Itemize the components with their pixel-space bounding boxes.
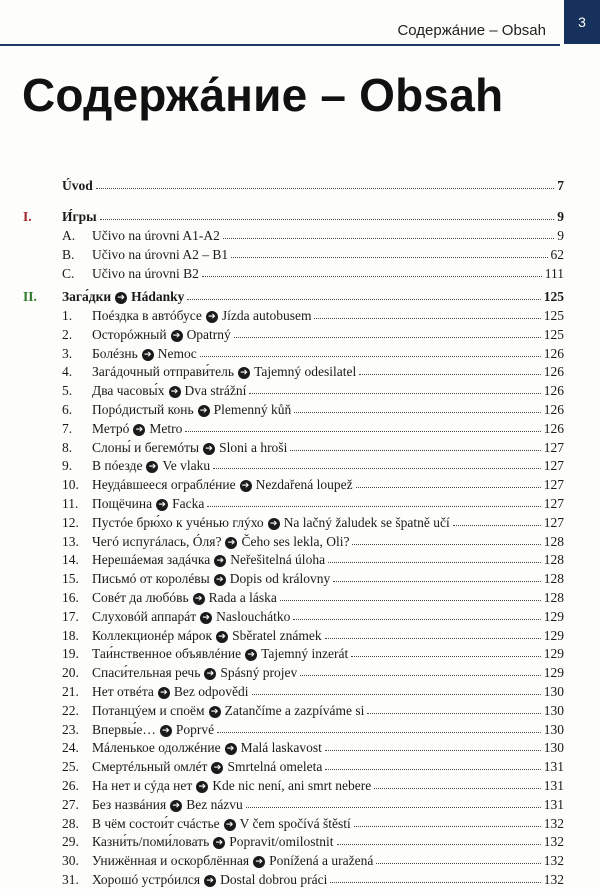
dot-leader (234, 325, 541, 338)
toc-item-number: 12. (62, 514, 79, 530)
toc-item[interactable] (0, 475, 600, 494)
dot-leader (100, 207, 555, 220)
toc-item-number: 7. (62, 420, 73, 436)
toc-item-number: 19. (62, 646, 79, 662)
dot-leader (252, 682, 541, 695)
toc-item-page: 129 (543, 627, 564, 643)
toc-entry-label: И́гры (62, 209, 97, 224)
toc-item[interactable] (0, 851, 600, 870)
toc-subentry-letter: B. (62, 247, 75, 262)
toc-item-page: 126 (543, 402, 564, 417)
toc-item-title-ru: Поéздка в автóбусе (92, 308, 202, 323)
toc-item-page: 132 (543, 872, 564, 887)
toc-item-page: 127 (543, 477, 564, 493)
toc-entry-line (92, 588, 564, 607)
toc-subentry[interactable] (0, 264, 600, 283)
toc-item[interactable] (0, 870, 600, 889)
toc-item[interactable] (0, 362, 600, 381)
toc-item-title-cz: Kde nic není, ani smrt nebere (212, 778, 372, 793)
page-title: Содержа́ние – Obsah (22, 69, 504, 121)
toc-item-title-cz: Spásný projev (220, 665, 298, 681)
toc-item[interactable] (0, 795, 600, 814)
toc-item-title-ru: Казни́ть/поми́ловать (92, 834, 210, 850)
dot-leader (351, 644, 541, 657)
toc-item[interactable] (0, 532, 600, 551)
toc-entry-label-cz: Hádanky (131, 289, 185, 304)
arrow-right-icon: ➔ (214, 555, 226, 567)
toc-item-title-ru: Коллекционéр мáрок (92, 627, 213, 643)
dot-leader (325, 738, 541, 751)
toc-item[interactable] (0, 588, 600, 607)
toc-entry-line (92, 738, 564, 757)
toc-entry-line (92, 494, 564, 513)
toc-item-number: 4. (62, 364, 73, 380)
dot-leader (337, 832, 541, 845)
arrow-right-icon: ➔ (238, 367, 250, 379)
toc-item[interactable] (0, 550, 600, 569)
toc-entry-line (92, 400, 564, 419)
toc-entry-line (92, 757, 564, 776)
toc-item-page: 127 (543, 514, 564, 530)
arrow-right-icon: ➔ (158, 687, 170, 699)
toc-item-title-ru: Спаси́тельная речь (92, 665, 201, 681)
arrow-right-icon: ➔ (169, 386, 181, 398)
dot-leader (359, 362, 541, 375)
arrow-right-icon: ➔ (240, 480, 252, 492)
dot-leader (300, 663, 540, 676)
toc-item-title-cz: Ve vlaku (162, 458, 211, 474)
dot-leader (280, 588, 541, 601)
toc-item[interactable] (0, 400, 600, 419)
dot-leader (376, 851, 540, 864)
toc-item-page: 126 (543, 345, 564, 361)
arrow-right-icon: ➔ (214, 574, 226, 586)
dot-leader (213, 456, 541, 469)
toc-item-title-cz: Metro (149, 420, 183, 436)
arrow-right-icon: ➔ (224, 819, 236, 831)
arrow-right-icon: ➔ (170, 800, 182, 812)
toc-item-title-cz: Facka (172, 496, 205, 511)
toc-item-page: 128 (543, 571, 564, 587)
toc-item-number: 29. (62, 834, 79, 850)
toc-item-title-cz: Ponížená a uražená (269, 853, 374, 869)
toc-entry-line (92, 264, 564, 283)
toc-entry-line (62, 287, 564, 306)
toc-entry-line (92, 607, 564, 626)
toc-item[interactable] (0, 381, 600, 400)
toc-item-page: 130 (543, 702, 564, 718)
toc-item[interactable] (0, 607, 600, 626)
toc-item-number: 11. (62, 496, 79, 511)
toc-entry-label: Učivo na úrovni A1-A2 (92, 228, 220, 243)
toc-entry-line (92, 456, 564, 475)
toc-item-number: 18. (62, 627, 79, 643)
dot-leader (330, 870, 540, 883)
toc-item-title-ru: Пощёчина (92, 496, 153, 511)
dot-leader (185, 419, 540, 432)
arrow-right-icon: ➔ (268, 518, 280, 530)
toc-item-number: 16. (62, 590, 79, 605)
toc-item-number: 14. (62, 552, 79, 568)
toc-item-title-cz: Dostal dobrou práci (220, 872, 328, 887)
toc-item-number: 24. (62, 740, 79, 756)
toc-item-page: 127 (543, 458, 564, 474)
toc-item-title-cz: Rada a láska (208, 590, 277, 605)
toc-item-title-cz: Čeho ses lekla, Oli? (241, 533, 350, 549)
toc-item-number: 1. (62, 308, 73, 323)
toc-item-title-ru: Чегó испугáлась, Óля? (92, 533, 222, 549)
toc-entry-line (92, 344, 564, 363)
toc-item-title-ru: Впервы́е… (92, 721, 156, 737)
toc-item-page: 131 (543, 759, 564, 775)
dot-leader (367, 701, 540, 714)
toc-item-title-cz: Bez odpovědi (173, 684, 249, 699)
toc-entry-page: 111 (544, 266, 564, 281)
toc-item-title-cz: Sběratel známek (232, 627, 322, 643)
toc-item-title-ru: Письмó от королéвы (92, 571, 210, 587)
toc-item-title-cz: Tajemný inzerát (261, 646, 349, 662)
dot-leader (96, 176, 554, 189)
toc-entry-line (92, 626, 564, 645)
toc-entry-page: 9 (557, 228, 564, 243)
arrow-right-icon: ➔ (216, 631, 228, 643)
toc-item[interactable] (0, 832, 600, 851)
toc-subentry-letter: C. (62, 266, 75, 281)
arrow-right-icon: ➔ (171, 330, 183, 342)
arrow-right-icon: ➔ (156, 499, 168, 511)
toc-item-number: 28. (62, 815, 79, 831)
toc-item-title-ru: Порóдистый конь (92, 402, 194, 417)
toc-item-title-ru: Совéт да любóвь (92, 590, 189, 605)
toc-item-number: 9. (62, 458, 73, 474)
toc-entry-line (92, 245, 564, 264)
toc-item-title-ru: Смертéльный омлéт (92, 759, 208, 775)
toc-entry-label: Učivo na úrovni A2 – B1 (92, 247, 229, 262)
toc-item-title-ru: Хорошó устрóился (92, 872, 201, 887)
dot-leader (293, 607, 540, 620)
toc-item[interactable] (0, 569, 600, 588)
dot-leader (290, 438, 540, 451)
dot-leader (314, 306, 540, 319)
toc-item-number: 31. (62, 872, 79, 887)
toc-section-2[interactable] (0, 287, 600, 306)
toc-item-title-ru: В чём состои́т счáстье (92, 815, 220, 831)
toc-item-title-cz: Smrtelná omeleta (227, 759, 323, 775)
section-numeral: I. (23, 209, 32, 224)
arrow-right-icon: ➔ (225, 743, 237, 755)
toc-item-number: 10. (62, 477, 79, 493)
arrow-right-icon: ➔ (213, 837, 225, 849)
toc-item-title-cz: Poprvé (175, 721, 215, 737)
toc-item[interactable] (0, 626, 600, 645)
toc-item-page: 132 (543, 853, 564, 869)
dot-leader (325, 757, 540, 770)
toc-entry-line (92, 851, 564, 870)
page-number-tab: 3 (564, 0, 600, 44)
toc-item-title-cz: Dopis od královny (229, 571, 331, 587)
toc-item-title-cz: Jízda autobusem (221, 308, 312, 323)
toc-item-title-ru: Два часовы́х (92, 383, 165, 399)
toc-item-title-cz: Naslouchátko (216, 608, 291, 624)
toc-entry-line (92, 795, 564, 814)
toc-item-title-cz: Tajemný odesilatel (254, 364, 357, 380)
toc-item-title-ru: Неудáвшееся ограблéние (92, 477, 236, 493)
dot-leader (356, 475, 541, 488)
arrow-right-icon: ➔ (206, 311, 218, 323)
toc-item-page: 128 (543, 533, 564, 549)
toc-item-title-cz: Plemenný kůň (213, 402, 292, 417)
arrow-right-icon: ➔ (253, 856, 265, 868)
toc-item-page: 130 (543, 740, 564, 756)
toc-item[interactable] (0, 814, 600, 833)
toc-entry-page: 9 (557, 209, 564, 224)
dot-leader (202, 264, 542, 277)
toc-item-title-ru: Без назвáния (92, 796, 167, 812)
toc-item-page: 128 (543, 590, 564, 605)
toc-item-number: 8. (62, 439, 73, 455)
dot-leader (333, 569, 540, 582)
toc-item-title-ru: Унижённая и оскорблённая (92, 853, 250, 869)
toc-section-1[interactable] (0, 207, 600, 226)
arrow-right-icon: ➔ (209, 706, 221, 718)
toc-entry-line (92, 475, 564, 494)
toc-item-page: 126 (543, 364, 564, 380)
toc-subentry-letter: A. (62, 228, 76, 243)
toc-item-number: 5. (62, 383, 73, 399)
toc-item-title-cz: Nemoc (157, 345, 197, 361)
dot-leader (453, 513, 541, 526)
toc-item-number: 27. (62, 796, 79, 812)
toc-item-title-ru: Нет отвéта (92, 684, 154, 699)
toc-item-title-cz: Zatančíme a zazpíváme si (224, 702, 365, 718)
toc-item-title-ru: Загáдочный отправи́тель (92, 364, 235, 380)
toc-entry-line (92, 550, 564, 569)
toc-item-page: 130 (543, 684, 564, 699)
toc-item[interactable] (0, 513, 600, 532)
toc-entry-line (92, 814, 564, 833)
toc-entry-line (92, 720, 564, 739)
toc-item-number: 21. (62, 684, 79, 699)
toc-item-title-ru: Болéзнь (92, 345, 138, 361)
dot-leader (223, 226, 554, 239)
toc-item[interactable] (0, 344, 600, 363)
running-title: Содержа́ние – Obsah (397, 22, 546, 39)
toc-item-title-ru: На нет и сýда нет (92, 778, 193, 793)
toc-item-page: 125 (543, 308, 564, 323)
toc-entry-line (92, 325, 564, 344)
arrow-right-icon: ➔ (193, 593, 205, 605)
toc-item-number: 17. (62, 608, 79, 624)
dot-leader (352, 532, 540, 545)
toc-item-page: 128 (543, 552, 564, 568)
toc-item-number: 3. (62, 345, 73, 361)
toc-entry-line (92, 419, 564, 438)
toc-entry-line (92, 644, 564, 663)
toc-entry-page: 125 (543, 289, 564, 304)
toc-item-title-ru: Нерешáемая задáчка (92, 552, 211, 568)
dot-leader (325, 626, 541, 639)
toc-entry-page: 7 (557, 178, 564, 193)
toc-item-number: 2. (62, 326, 73, 342)
toc-item-page: 129 (543, 646, 564, 662)
toc-entry-line (92, 438, 564, 457)
toc-entry-line (92, 663, 564, 682)
toc-item-page: 126 (543, 383, 564, 399)
toc-item-page: 130 (543, 721, 564, 737)
toc-item[interactable] (0, 757, 600, 776)
toc-entry-line (62, 176, 564, 195)
toc-item-title-ru: В пóезде (92, 458, 143, 474)
toc-item-title-cz: Sloni a hroši (219, 439, 288, 455)
toc-item[interactable] (0, 738, 600, 757)
toc-entry-line (92, 306, 564, 325)
toc-item-page: 131 (543, 778, 564, 793)
toc-item-page: 132 (543, 834, 564, 850)
toc-entry-line (92, 870, 564, 889)
toc-item[interactable] (0, 438, 600, 457)
dot-leader (200, 344, 541, 357)
toc-item-page: 132 (543, 815, 564, 831)
arrow-right-icon: ➔ (196, 781, 208, 793)
toc-entry-line (92, 776, 564, 795)
toc-item-page: 126 (543, 420, 564, 436)
toc-item[interactable] (0, 701, 600, 720)
toc-item[interactable] (0, 720, 600, 739)
toc-entry-label: Úvod (62, 178, 93, 193)
toc-item[interactable] (0, 306, 600, 325)
dot-leader (231, 245, 547, 258)
toc-item-page: 129 (543, 665, 564, 681)
toc-item-page: 127 (543, 496, 564, 511)
toc-item-number: 6. (62, 402, 73, 417)
toc-item[interactable] (0, 663, 600, 682)
toc-entry-line (92, 569, 564, 588)
dot-leader (354, 814, 541, 827)
arrow-right-icon: ➔ (211, 762, 223, 774)
arrow-right-icon: ➔ (245, 649, 257, 661)
toc-item-title-ru: Метрó (92, 420, 130, 436)
toc-entry-line (92, 362, 564, 381)
toc-item-page: 131 (543, 796, 564, 812)
dot-leader (217, 720, 541, 733)
toc-item-number: 13. (62, 533, 79, 549)
arrow-right-icon: ➔ (115, 292, 127, 304)
toc-item-title-cz: Dva strážní (184, 383, 247, 399)
arrow-right-icon: ➔ (204, 875, 216, 887)
arrow-right-icon: ➔ (198, 405, 210, 417)
toc-entry-line (62, 207, 564, 226)
toc-item-number: 23. (62, 721, 79, 737)
arrow-right-icon: ➔ (200, 612, 212, 624)
dot-leader (328, 550, 541, 563)
toc-entry-line (92, 226, 564, 245)
toc-entry-line (92, 381, 564, 400)
toc-item-title-ru: Осторóжный (92, 326, 167, 342)
toc-entry-page: 62 (550, 247, 564, 262)
toc-item[interactable] (0, 325, 600, 344)
toc-entry-intro[interactable] (0, 176, 600, 195)
arrow-right-icon: ➔ (204, 668, 216, 680)
toc-item-title-ru: Таи́нственное объявлéние (92, 646, 242, 662)
toc-item-number: 25. (62, 759, 79, 775)
toc-item-number: 26. (62, 778, 79, 793)
toc-subentry[interactable] (0, 226, 600, 245)
toc-item-title-ru: Пустóе брю́хо к учéнью глýхо (92, 514, 264, 530)
toc-subentry[interactable] (0, 245, 600, 264)
toc-item-number: 30. (62, 853, 79, 869)
toc-item-title-cz: Nezdařená loupež (255, 477, 353, 493)
toc-entry-line (92, 532, 564, 551)
toc-item[interactable] (0, 419, 600, 438)
arrow-right-icon: ➔ (146, 461, 158, 473)
toc-item-title-ru: Мáленькое одолжéние (92, 740, 221, 756)
section-numeral: II. (23, 289, 37, 304)
arrow-right-icon: ➔ (133, 424, 145, 436)
toc-item[interactable] (0, 644, 600, 663)
toc-entry-line (92, 682, 564, 701)
arrow-right-icon: ➔ (225, 537, 237, 549)
toc-item[interactable] (0, 494, 600, 513)
toc-item-title-cz: Na lačný žaludek se špatně učí (283, 514, 450, 530)
toc-item-title-cz: V čem spočívá štěstí (239, 815, 351, 831)
dot-leader (374, 776, 540, 789)
toc-item-number: 22. (62, 702, 79, 718)
toc-item-title-cz: Opatrný (186, 326, 231, 342)
arrow-right-icon: ➔ (160, 725, 172, 737)
arrow-right-icon: ➔ (203, 443, 215, 455)
toc-item-title-cz: Neřešitelná úloha (230, 552, 326, 568)
toc-entry-line (92, 513, 564, 532)
toc-item-title-cz: Malá laskavost (240, 740, 322, 756)
arrow-right-icon: ➔ (142, 349, 154, 361)
dot-leader (187, 287, 540, 300)
toc-item-title-ru: Слуховóй аппарáт (92, 608, 197, 624)
toc-item-page: 127 (543, 439, 564, 455)
toc-item[interactable] (0, 776, 600, 795)
toc-item-title-ru: Слоны́ и бегемóты (92, 439, 200, 455)
toc-item-page: 125 (543, 326, 564, 342)
dot-leader (246, 795, 541, 808)
dot-leader (207, 494, 540, 507)
toc-item[interactable] (0, 682, 600, 701)
toc-item[interactable] (0, 456, 600, 475)
toc-item-number: 15. (62, 571, 79, 587)
dot-leader (249, 381, 540, 394)
toc-item-title-ru: Потанцýем и споём (92, 702, 205, 718)
toc-item-title-cz: Bez názvu (186, 796, 243, 812)
toc-entry-label: Učivo na úrovni B2 (92, 266, 199, 281)
toc-entry-line (92, 832, 564, 851)
toc-entry-label-ru: Зага́дки (62, 289, 112, 304)
toc-item-number: 20. (62, 665, 79, 681)
dot-leader (294, 400, 540, 413)
toc-entry-line (92, 701, 564, 720)
toc-item-page: 129 (543, 608, 564, 624)
toc-item-title-cz: Popravit/omilostnit (229, 834, 334, 850)
